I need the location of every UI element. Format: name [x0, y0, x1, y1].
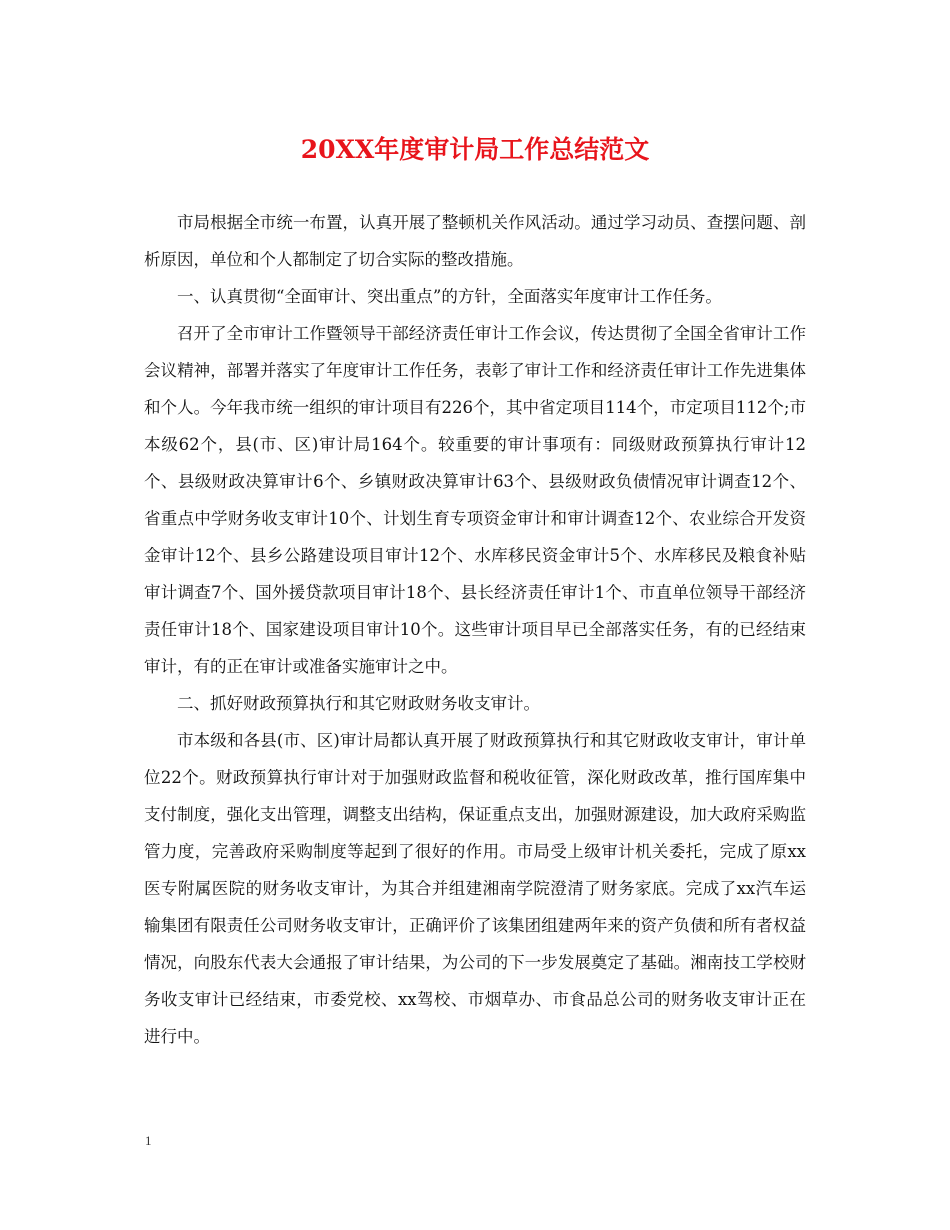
paragraph-section-2-heading: 二、抓好财政预算执行和其它财政财务收支审计。	[177, 694, 540, 713]
document-title: 20XX年度审计局工作总结范文	[300, 135, 650, 164]
document-body	[144, 204, 806, 1055]
paragraph-section-2-body: 市本级和各县(市、区)审计局都认真开展了财政预算执行和其它财政收支审计，审计单位22个。财政预算执行审计对于加强财政监督和税收征管，深化财政改革，推行国库集中支付制度，强化支出管理，调整支出结构，保证重点支出，加强财源建设，加大政府采购监管力度，完善政府采购制度等起到了很好的作用。市局受上级审计机关委托，完成了原xx医专附属医院的财务收支审计，为其合并组建湘南学院澄清了财务家底。完成了xx汽车运输集团有限责任公司财务收支审计，正确评价了该集团组建两年来的资产负债和所有者权益情况，向股东代表大会通报了审计结果，为公司的下一步发展奠定了基础。湘南技工学校财务收支审计已经结束，市委党校、xx驾校、市烟草办、市食品总公司的财务收支审计正在进行中。	[144, 731, 806, 1046]
paragraph-section-1-body: 召开了全市审计工作暨领导干部经济责任审计工作会议，传达贯彻了全国全省审计工作会议精神，部署并落实了年度审计工作任务，表彰了审计工作和经济责任审计工作先进集体和个人。今年我市统一组织的审计项目有226个，其中省定项目114个，市定项目112个;市本级62个，县(市、区)审计局164个。较重要的审计事项有：同级财政预算执行审计12个、县级财政决算审计6个、乡镇财政决算审计63个、县级财政负债情况审计调查12个、省重点中学财务收支审计10个、计划生育专项资金审计和审计调查12个、农业综合开发资金审计12个、县乡公路建设项目审计12个、水库移民资金审计5个、水库移民及粮食补贴审计调查7个、国外援贷款项目审计18个、县长经济责任审计1个、市直单位领导干部经济责任审计18个、国家建设项目审计10个。这些审计项目早已全部落实任务，有的已经结束审计，有的正在审计或准备实施审计之中。	[144, 324, 806, 676]
paragraph-section-1-heading: 一、认真贯彻“全面审计、突出重点”的方针，全面落实年度审计工作任务。	[177, 287, 722, 306]
page-number: 1	[145, 1133, 152, 1148]
paragraph-intro: 市局根据全市统一布置，认真开展了整顿机关作风活动。通过学习动员、查摆问题、剖析原因，单位和个人都制定了切合实际的整改措施。	[144, 213, 806, 269]
